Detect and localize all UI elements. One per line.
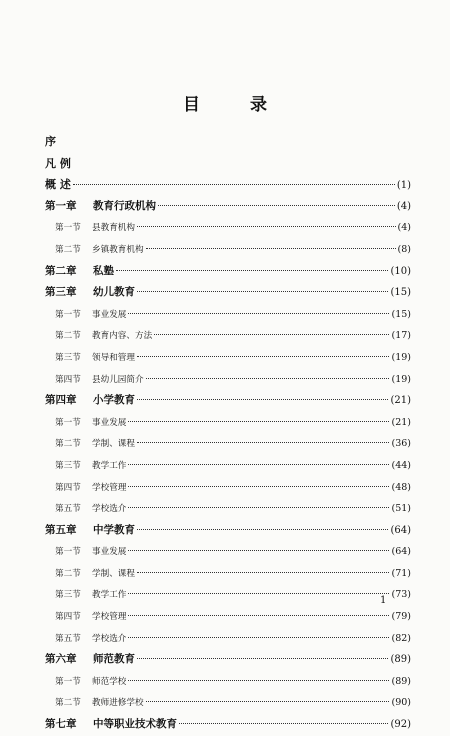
toc-chapter — [45, 390, 411, 412]
toc-entry-number: 第二节 — [55, 331, 81, 342]
toc-entry-number: 第五章 — [45, 523, 77, 536]
toc-entry-number: 第一节 — [55, 417, 81, 428]
toc-section — [45, 433, 411, 455]
toc-page-ref: (36) — [391, 438, 411, 450]
toc-page-ref: (21) — [391, 416, 411, 428]
toc-entry-number: 第一章 — [45, 199, 77, 212]
toc-chapter — [45, 196, 411, 218]
toc-entry-title: 教育内容、方法 — [92, 331, 153, 342]
toc-entry-number: 第二节 — [55, 439, 81, 450]
toc-page-ref: (4) — [397, 222, 411, 234]
toc-section — [45, 325, 411, 347]
toc-section — [45, 455, 411, 477]
toc-section — [45, 304, 411, 326]
toc-page-ref: (1) — [396, 180, 411, 192]
toc-entry-title: 学校管理 — [92, 482, 127, 493]
toc-entry-title: 序 — [45, 135, 56, 148]
toc-entry-number: 第二节 — [55, 244, 81, 255]
toc-chapter — [45, 649, 411, 671]
toc-entry-title: 教师进修学校 — [92, 698, 144, 709]
toc-entry-number: 第四节 — [55, 612, 81, 623]
toc-page-ref: (17) — [391, 330, 411, 342]
toc-leader-dots — [137, 649, 388, 659]
toc-page-ref: (10) — [390, 265, 411, 277]
toc-entry-title: 乡镇教育机构 — [92, 244, 144, 255]
toc-leader-dots — [137, 219, 396, 228]
toc-section — [45, 412, 411, 434]
toc-entry-title: 师范学校 — [92, 676, 127, 687]
toc-entry-title: 县教育机构 — [92, 223, 135, 234]
toc-page-ref: (89) — [391, 675, 411, 687]
toc-page-ref: (64) — [390, 524, 411, 536]
toc-front-item — [45, 153, 411, 175]
toc-leader-dots — [179, 714, 388, 724]
toc-page-ref: (8) — [397, 243, 411, 255]
toc-entry-number: 第一节 — [55, 547, 81, 558]
toc-page-ref: (48) — [391, 481, 411, 493]
toc-section — [45, 584, 411, 606]
toc-entry-title: 幼儿教育 — [93, 286, 135, 299]
toc-entry-number: 第五节 — [55, 633, 81, 644]
toc-entry-title: 领导和管理 — [92, 352, 135, 363]
toc-entry-title: 教学工作 — [92, 590, 127, 601]
toc-entry-number: 第六章 — [45, 653, 77, 666]
toc-section — [45, 606, 411, 628]
toc-entry-title: 中等职业技术教育 — [93, 718, 177, 731]
toc-entry-title: 教学工作 — [92, 460, 127, 471]
toc-leader-dots — [137, 519, 388, 529]
toc-leader-dots — [128, 672, 389, 681]
toc-section — [45, 369, 411, 391]
toc-entry-title: 师范教育 — [93, 653, 135, 666]
toc-page-ref: (19) — [391, 351, 411, 363]
toc-entry-title: 学制、课程 — [92, 568, 135, 579]
toc-entry-title: 概 述 — [45, 178, 71, 192]
toc-leader-dots — [116, 260, 388, 270]
toc-entry-number: 第一节 — [55, 676, 81, 687]
toc-leader-dots — [128, 586, 389, 595]
toc-entry-number: 第四节 — [55, 482, 81, 493]
toc-entry-title: 小学教育 — [93, 394, 135, 407]
toc-leader-dots — [128, 478, 389, 487]
toc-section — [45, 477, 411, 499]
toc-entry-title: 事业发展 — [92, 309, 127, 320]
toc-page-ref: (71) — [391, 567, 411, 579]
toc-entry-title: 学校选介 — [92, 504, 127, 515]
toc-page-ref: (19) — [391, 373, 411, 385]
toc-page-ref: (51) — [391, 503, 411, 515]
toc-leader-dots — [128, 305, 389, 314]
page-number: 1 — [380, 595, 387, 606]
toc-entry-title: 学校管理 — [92, 612, 127, 623]
toc-entry-number: 第七章 — [45, 718, 77, 731]
toc-entry-number: 第四节 — [55, 374, 81, 385]
toc-page-ref: (21) — [390, 395, 411, 407]
toc-section — [45, 692, 411, 714]
toc-page-ref: (90) — [391, 697, 411, 709]
toc-entry-number: 第三节 — [55, 352, 81, 363]
toc-page-ref: (64) — [391, 546, 411, 558]
toc-leader-dots — [137, 564, 390, 573]
toc-entry-title: 学校选介 — [92, 633, 127, 644]
toc-leader-dots — [137, 348, 390, 357]
toc-leader-dots — [128, 543, 389, 552]
toc-page-ref: (15) — [390, 287, 411, 299]
toc-entry-number: 第二节 — [55, 568, 81, 579]
toc-entry-title: 县幼儿园简介 — [92, 374, 144, 385]
toc-chapter — [45, 261, 411, 283]
toc-section — [45, 239, 411, 261]
toc-chapter — [45, 520, 411, 542]
toc-leader-dots — [146, 240, 396, 249]
toc-entry-title: 私塾 — [93, 264, 114, 277]
toc-leader-dots — [128, 607, 389, 616]
toc-entry-number: 第三章 — [45, 286, 77, 299]
toc-entry-title: 事业发展 — [92, 417, 127, 428]
toc-entry-number: 第一节 — [55, 309, 81, 320]
toc-page-ref: (44) — [391, 459, 411, 471]
toc-entry-title: 学制、课程 — [92, 439, 135, 450]
toc-section — [45, 628, 411, 650]
toc-page-ref: (15) — [391, 308, 411, 320]
toc-section — [45, 671, 411, 693]
toc-section — [45, 498, 411, 520]
toc-chapter — [45, 714, 411, 736]
toc-leader-dots — [128, 499, 389, 508]
toc-entry-title: 事业发展 — [92, 547, 127, 558]
toc-entry-number: 第五节 — [55, 504, 81, 515]
page-title: 目 录 — [183, 95, 289, 115]
toc-page-ref: (73) — [391, 589, 411, 601]
toc-page-ref: (4) — [396, 200, 411, 212]
table-of-contents — [45, 131, 411, 736]
toc-page-ref: (89) — [390, 654, 411, 666]
toc-front-item — [45, 131, 411, 153]
toc-page-ref: (79) — [391, 611, 411, 623]
toc-page-ref: (82) — [391, 632, 411, 644]
toc-entry-title: 中学教育 — [93, 523, 135, 536]
toc-entry-title: 凡 例 — [45, 156, 71, 170]
toc-entry-number: 第三节 — [55, 460, 81, 471]
toc-section — [45, 347, 411, 369]
toc-leader-dots — [137, 435, 390, 444]
toc-section — [45, 563, 411, 585]
toc-leader-dots — [154, 327, 389, 336]
toc-front-item — [45, 174, 411, 196]
toc-section — [45, 217, 411, 239]
toc-entry-number: 第一节 — [55, 223, 81, 234]
toc-entry-number: 第二节 — [55, 698, 81, 709]
toc-leader-dots — [128, 629, 389, 638]
toc-entry-number: 第二章 — [45, 264, 77, 277]
toc-leader-dots — [137, 390, 388, 400]
toc-leader-dots — [146, 370, 390, 379]
toc-page-ref: (92) — [390, 719, 411, 731]
toc-leader-dots — [137, 282, 388, 292]
toc-leader-dots — [158, 195, 395, 205]
toc-chapter — [45, 282, 411, 304]
toc-leader-dots — [146, 694, 390, 703]
toc-entry-number: 第三节 — [55, 590, 81, 601]
toc-entry-number: 第四章 — [45, 394, 77, 407]
toc-leader-dots — [128, 456, 389, 465]
toc-leader-dots — [73, 174, 395, 185]
toc-leader-dots — [128, 413, 389, 422]
toc-section — [45, 541, 411, 563]
toc-entry-title: 教育行政机构 — [93, 199, 156, 212]
